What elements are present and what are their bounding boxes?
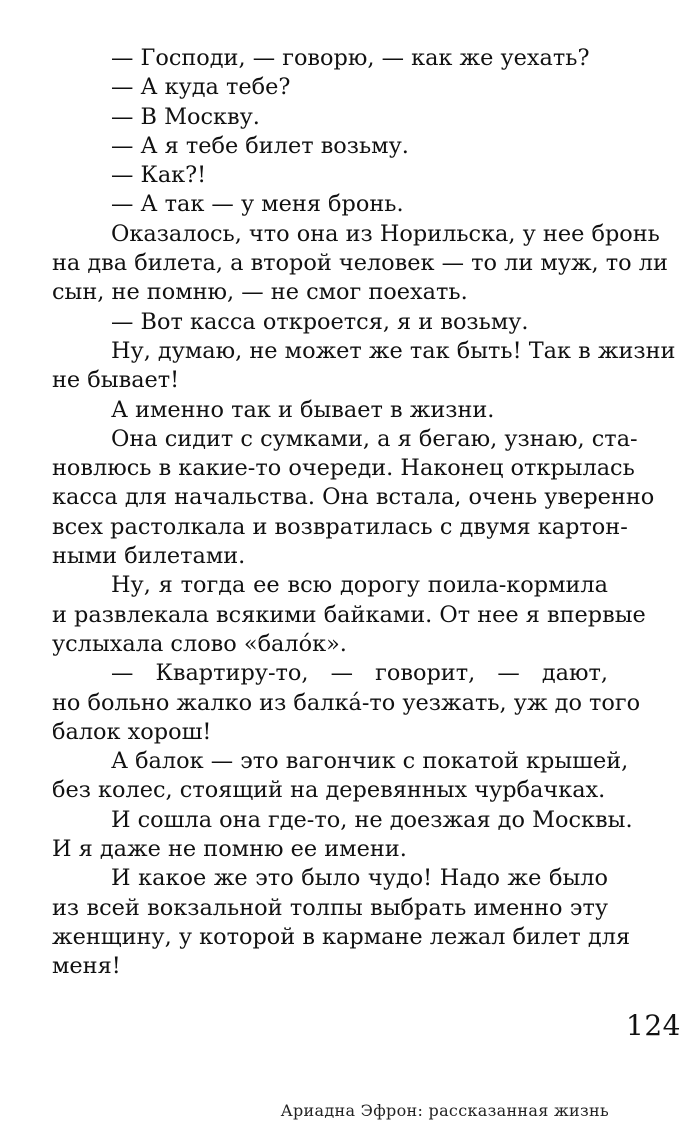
text-line: без колес, стоящий на деревянных чурбачках. [52, 777, 606, 804]
text-line: и развлекала всякими байками. От нее я впервые [52, 601, 646, 628]
text-line: услыхала слово «бало́к». [52, 630, 347, 657]
text-line: меня! [52, 953, 121, 980]
body-text [52, 44, 676, 982]
text-line: А балок — это вагончик с покатой крышей, [111, 748, 629, 775]
text-line: — Господи, — говорю, — как же уехать? [111, 45, 590, 71]
text-line: Она сидит с сумками, а я бегаю, узнаю, ста- [111, 425, 638, 452]
text-line: не бывает! [52, 367, 180, 394]
text-line: — В Москву. [111, 103, 260, 130]
text-line: Ну, я тогда ее всю дорогу поила-кормила [111, 572, 608, 599]
text-line: — А так — у меня бронь. [111, 191, 404, 218]
text-line: новлюсь в какие-то очереди. Наконец открылась [52, 455, 635, 482]
text-line: — Вот касса откроется, я и возьму. [111, 308, 529, 335]
text-line: — Квартиру-то, — говорит, — дают, [111, 660, 608, 687]
page-number: 124 [626, 1009, 681, 1042]
text-line: касса для начальства. Она встала, очень уверенно [52, 484, 655, 511]
text-line: Ну, думаю, не может же так быть! Так в жизни [111, 337, 676, 364]
text-line: И сошла она где-то, не доезжая до Москвы. [111, 806, 633, 833]
text-line: — Как?! [111, 162, 207, 189]
text-line: из всей вокзальной толпы выбрать именно эту [52, 894, 608, 921]
text-line: балок хорош! [52, 718, 212, 745]
text-line: И я даже не помню ее имени. [52, 836, 407, 863]
text-line: — А я тебе билет возьму. [111, 132, 409, 159]
running-footer: Ариадна Эфрон: рассказанная жизнь [280, 1101, 609, 1120]
text-line: Оказалось, что она из Норильска, у нее бронь [111, 220, 660, 247]
text-line: всех растолкала и возвратилась с двумя картон- [52, 513, 628, 540]
text-line: женщину, у которой в кармане лежал билет для [52, 923, 631, 950]
text-line: — А куда тебе? [111, 74, 291, 101]
text-line: сын, не помню, — не смог поехать. [52, 279, 468, 306]
text-line: А именно так и бывает в жизни. [111, 396, 495, 423]
text-line: на два билета, а второй человек — то ли муж, то ли [52, 250, 668, 277]
text-line: ными билетами. [52, 543, 246, 570]
text-line: И какое же это было чудо! Надо же было [111, 865, 608, 892]
text-line: но больно жалко из балка́-то уезжать, уж до того [52, 689, 641, 716]
